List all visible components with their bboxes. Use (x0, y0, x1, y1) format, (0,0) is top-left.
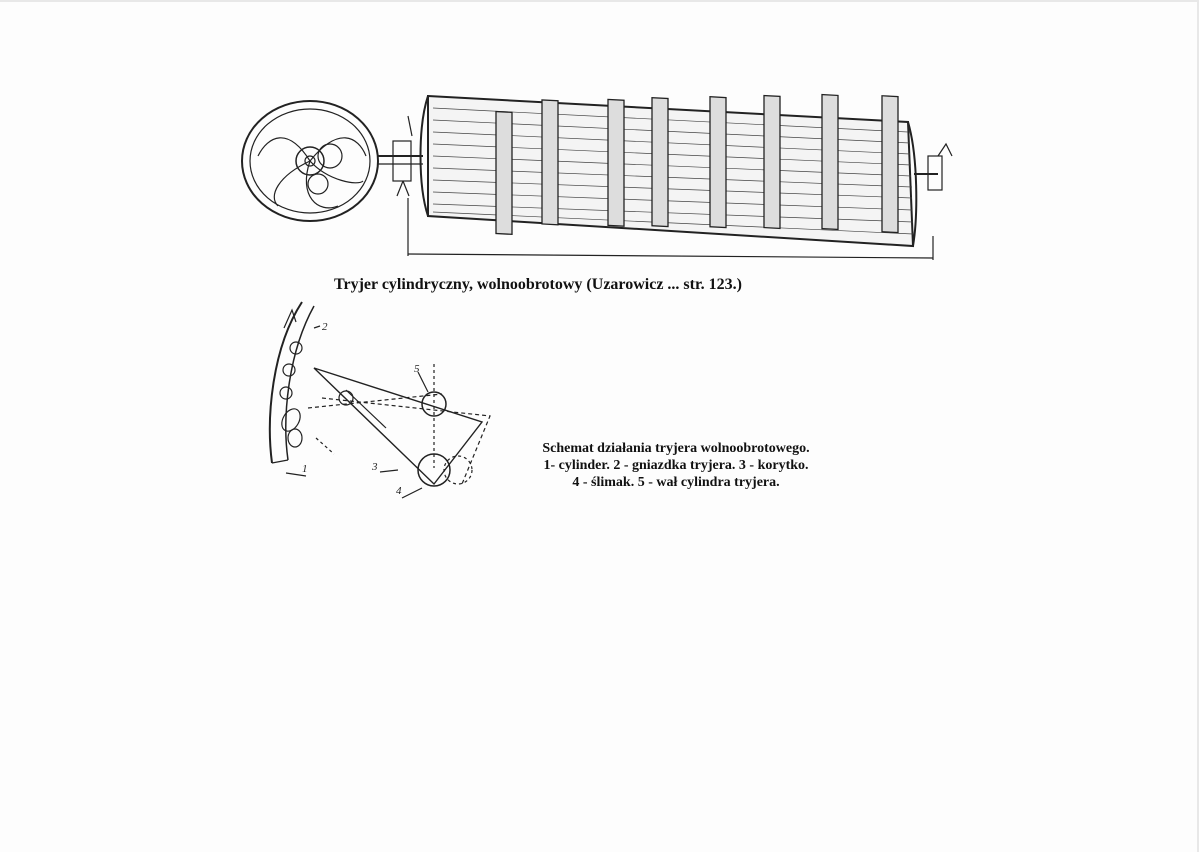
trier-working-schema (262, 298, 502, 510)
gear (308, 174, 328, 194)
seed-pocket (283, 364, 295, 376)
caption-line: 4 - ślimak. 5 - wał cylindra tryjera. (572, 475, 780, 490)
cylinder-wall-end (272, 460, 288, 463)
bracket-support (397, 181, 409, 196)
seed-pocket-grain (288, 429, 302, 447)
leader-line-4 (402, 488, 422, 498)
bearing-bracket (393, 141, 411, 181)
label-1: 1 (302, 463, 308, 475)
cylinder-wall-inner (286, 306, 314, 460)
seed-flow-dashed (316, 438, 334, 454)
figure-bottom-caption (496, 440, 856, 491)
dimension-line (408, 254, 933, 258)
leader-line-5 (418, 372, 428, 392)
wheel-spoke (274, 161, 310, 206)
caption-line: 1- cylinder. 2 - gniazdka tryjera. 3 - korytko. (543, 458, 809, 473)
label-5: 5 (414, 363, 420, 375)
seed-pocket (280, 387, 292, 399)
label-3: 3 (372, 461, 378, 473)
figure-top-caption: Tryjer cylindryczny, wolnoobrotowy (Uzarowicz ... str. 123.) (334, 276, 742, 293)
oil-cup (408, 116, 412, 136)
trough (314, 368, 482, 484)
cylindrical-trier-drawing (238, 86, 958, 266)
label-4: 4 (396, 485, 402, 497)
leader-line-3 (380, 470, 398, 472)
leader-line-2 (314, 326, 320, 328)
right-bearing-cap (938, 144, 952, 156)
scan-edge-top (0, 0, 1199, 2)
gear (318, 144, 342, 168)
trough-dashed (322, 398, 490, 484)
label-2: 2 (322, 321, 328, 333)
caption-line: Schemat działania tryjera wolnoobrotowego. (542, 441, 810, 456)
